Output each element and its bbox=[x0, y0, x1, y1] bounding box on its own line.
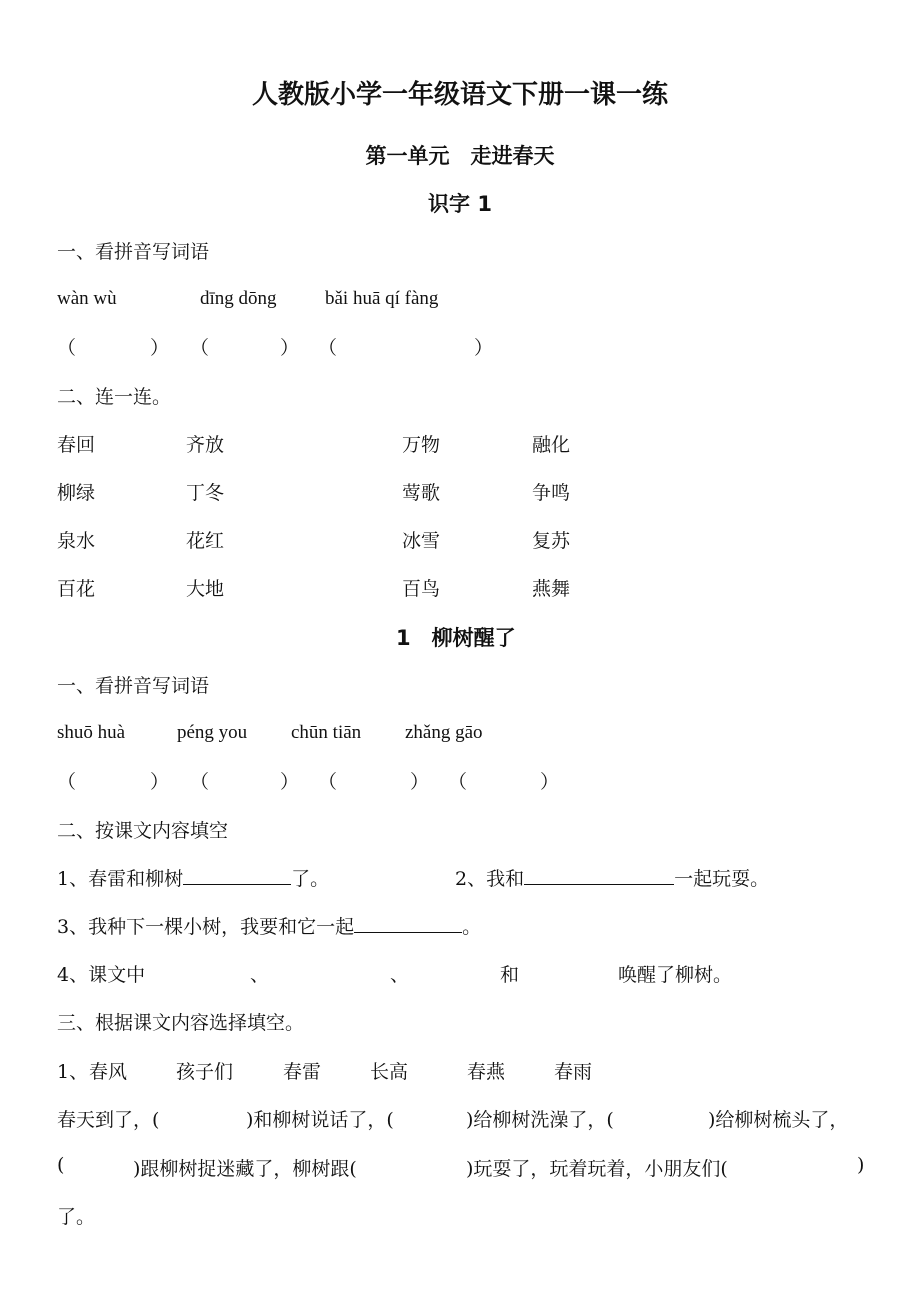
para-text: )跟柳树捉迷藏了，柳树跟( bbox=[133, 1158, 357, 1180]
choice-word: 春雨 bbox=[554, 1061, 593, 1083]
para-text: 春天到了，( bbox=[57, 1109, 160, 1131]
answer-paren-open: （ bbox=[448, 771, 468, 793]
choice-word: 孩子们 bbox=[176, 1061, 234, 1083]
section1-q1-heading: 一、看拼音写词语 bbox=[57, 241, 210, 263]
fill-text: 一起玩耍。 bbox=[674, 868, 770, 890]
para-text: )和柳树说话了，( bbox=[246, 1109, 394, 1131]
match-word: 燕舞 bbox=[532, 578, 571, 600]
section2-q1-heading: 一、看拼音写词语 bbox=[57, 675, 210, 697]
answer-paren-open: （ bbox=[57, 337, 77, 359]
match-word: 大地 bbox=[186, 578, 225, 600]
fill-item-2 bbox=[455, 864, 769, 891]
fill-text: 唤醒了柳树。 bbox=[618, 964, 733, 986]
answer-paren-close: ） bbox=[410, 771, 430, 793]
page-title: 人教版小学一年级语文下册一课一练 bbox=[251, 80, 668, 110]
unit-title: 第一单元 走进春天 bbox=[365, 144, 555, 168]
answer-paren-close: ） bbox=[150, 337, 170, 359]
answer-paren-open: （ bbox=[190, 771, 210, 793]
para-text: )给柳树洗澡了，( bbox=[466, 1109, 614, 1131]
answer-paren-open: （ bbox=[57, 771, 77, 793]
match-word: 万物 bbox=[402, 434, 441, 456]
answer-paren-open: （ bbox=[318, 771, 338, 793]
pinyin-item: chūn tiān bbox=[291, 722, 362, 743]
choice-word: 春雷 bbox=[283, 1061, 322, 1083]
match-word: 百鸟 bbox=[402, 578, 441, 600]
pinyin-item: shuō huà bbox=[57, 722, 126, 743]
answer-paren-close: ） bbox=[150, 771, 170, 793]
fill-text: 了。 bbox=[291, 868, 330, 890]
fill-blank[interactable] bbox=[524, 866, 674, 885]
para-text: ( bbox=[57, 1154, 65, 1176]
pinyin-item: bǎi huā qí fàng bbox=[325, 288, 439, 309]
choice-word: 春燕 bbox=[467, 1061, 506, 1083]
pinyin-item: dīng dōng bbox=[200, 288, 277, 309]
answer-paren-close: ） bbox=[280, 337, 300, 359]
pinyin-item: wàn wù bbox=[57, 288, 117, 309]
section2-q2-heading: 二、按课文内容填空 bbox=[57, 820, 229, 842]
fill-text: 。 bbox=[462, 916, 482, 938]
fill-item-1 bbox=[57, 864, 329, 891]
fill-blank[interactable] bbox=[183, 866, 291, 885]
section1-q2-heading: 二、连一连。 bbox=[57, 386, 172, 408]
match-word: 齐放 bbox=[186, 434, 225, 456]
para-text: ) bbox=[857, 1154, 865, 1176]
fill-text: 2、我和 bbox=[455, 868, 525, 890]
lesson-title-liushu: 1 柳树醒了 bbox=[396, 626, 516, 650]
answer-paren-open: （ bbox=[190, 337, 210, 359]
answer-paren-close: ） bbox=[474, 337, 494, 359]
fill-text: 、 bbox=[250, 964, 270, 986]
match-word: 复苏 bbox=[532, 530, 571, 552]
choice-word: 春风 bbox=[89, 1061, 128, 1083]
match-word: 柳绿 bbox=[57, 482, 96, 504]
match-word: 花红 bbox=[186, 530, 225, 552]
fill-text: 和 bbox=[500, 964, 520, 986]
match-word: 丁冬 bbox=[186, 482, 225, 504]
answer-paren-close: ） bbox=[540, 771, 560, 793]
choice-word: 长高 bbox=[370, 1061, 409, 1083]
fill-text: 4、课文中 bbox=[57, 964, 146, 986]
match-word: 莺歌 bbox=[402, 482, 441, 504]
choice-number: 1、 bbox=[57, 1061, 89, 1083]
match-word: 春回 bbox=[57, 434, 96, 456]
match-word: 泉水 bbox=[57, 530, 96, 552]
fill-item-3 bbox=[57, 912, 481, 939]
fill-text: 1、春雷和柳树 bbox=[57, 868, 184, 890]
answer-paren-open: （ bbox=[318, 337, 338, 359]
pinyin-item: péng you bbox=[177, 722, 248, 743]
match-word: 百花 bbox=[57, 578, 96, 600]
para-text: )给柳树梳头了， bbox=[708, 1109, 849, 1131]
fill-text: 3、我种下一棵小树，我要和它一起 bbox=[57, 916, 355, 938]
fill-text: 、 bbox=[390, 964, 410, 986]
answer-paren-close: ） bbox=[280, 771, 300, 793]
fill-blank[interactable] bbox=[354, 914, 462, 933]
match-word: 争鸣 bbox=[532, 482, 571, 504]
lesson-title-shizi-1: 识字 1 bbox=[428, 192, 492, 216]
para-text: )玩耍了，玩着玩着，小朋友们( bbox=[466, 1158, 728, 1180]
section2-q3-heading: 三、根据课文内容选择填空。 bbox=[57, 1012, 305, 1034]
match-word: 融化 bbox=[532, 434, 571, 456]
match-word: 冰雪 bbox=[402, 530, 441, 552]
pinyin-item: zhǎng gāo bbox=[405, 722, 483, 743]
para-text: 了。 bbox=[57, 1206, 96, 1228]
